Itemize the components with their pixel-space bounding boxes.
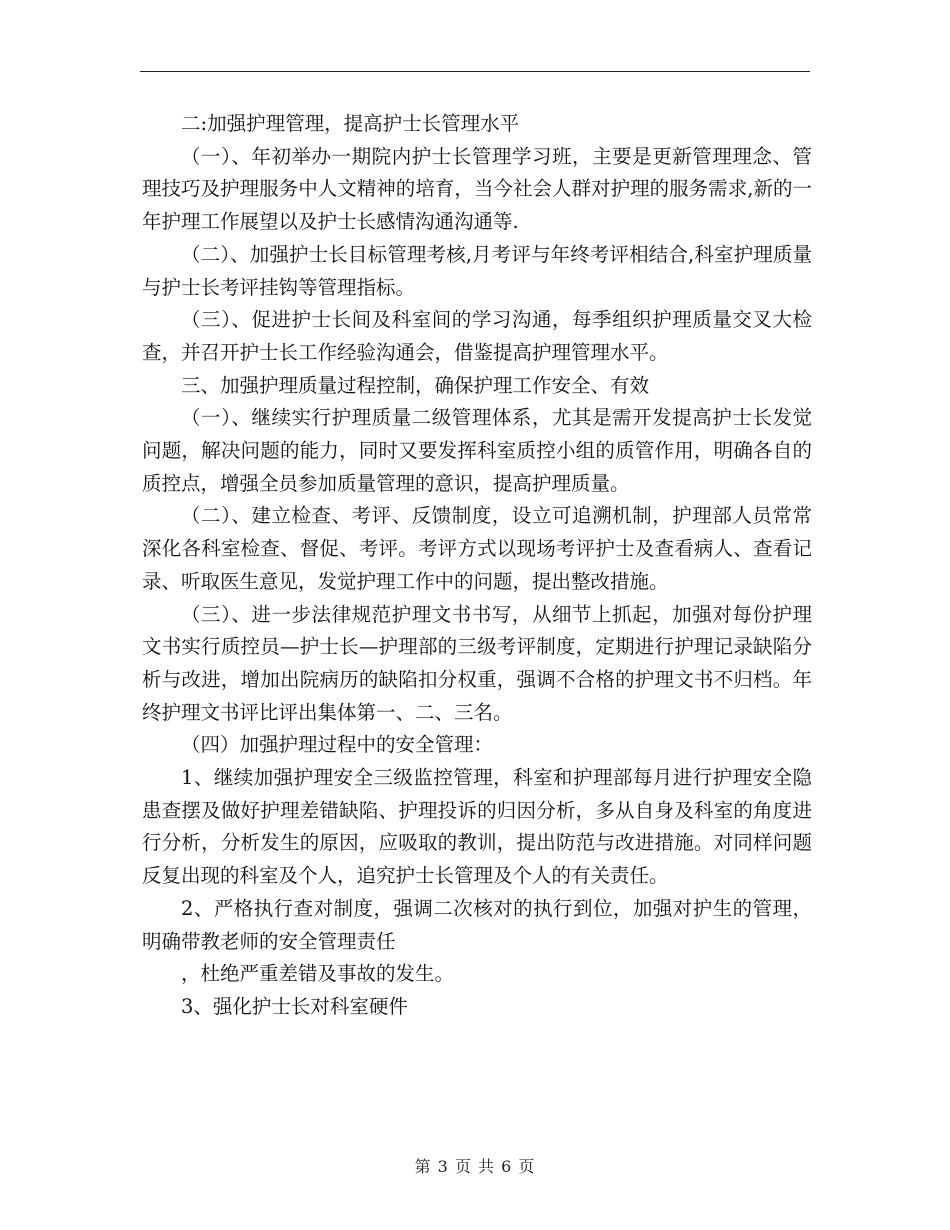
paragraph-3-3: （三）、进一步法律规范护理文书书写，从细节上抓起，加强对每份护理文书实行质控员—护士长—护理部的三级考评制度，定期进行护理记录缺陷分析与改进，增加出院病历的缺陷扣分权重，强调不合格的护理文书不归档。年终护理文书评比评出集体第一、二、三名。 (142, 602, 812, 724)
paragraph-3-1: （一）、继续实行护理质量二级管理体系，尤其是需开发提高护士长发觉问题，解决问题的能力，同时又要发挥科室质控小组的质管作用，明确各自的质控点，增强全员参加质量管理的意识，提高护理质量。 (142, 406, 812, 495)
list-item-1: 1、继续加强护理安全三级监控管理，科室和护理部每月进行护理安全隐患查摆及做好护理差错缺陷、护理投诉的归因分析，多从自身及科室的角度进行分析，分析发生的原因，应吸取的教训，提出防范与改进措施。对同样问题反复出现的科室及个人，追究护士长管理及个人的有关责任。 (142, 766, 812, 888)
page-number-footer: 第 3 页 共 6 页 (414, 1157, 536, 1176)
paragraph-2-2: （二）、加强护士长目标管理考核,月考评与年终考评相结合,科室护理质量与护士长考评挂钩等管理指标。 (142, 242, 812, 299)
paragraph-2-1: （一）、年初举办一期院内护士长管理学习班，主要是更新管理理念、管理技巧及护理服务中人文精神的培育，当今社会人群对护理的服务需求,新的一年护理工作展望以及护士长感情沟通沟通等. (142, 144, 812, 234)
list-item-2-continued: ，杜绝严重差错及事故的发生。 (181, 962, 455, 986)
list-item-3: 3、强化护士长对科室硬件 (181, 994, 408, 1018)
section-heading-two: 二:加强护理管理，提高护士长管理水平 (181, 112, 520, 135)
paragraph-2-3: （三）、促进护士长间及科室间的学习沟通，每季组织护理质量交叉大检查，并召开护士长工作经验沟通会，借鉴提高护理管理水平。 (142, 308, 812, 364)
section-heading-three: 三、加强护理质量过程控制，确保护理工作安全、有效 (181, 373, 650, 397)
subheading-3-4: （四）加强护理过程中的安全管理： (181, 733, 494, 757)
paragraph-3-2: （二）、建立检查、考评、反馈制度，设立可追溯机制，护理部人员常常深化各科室检查、督促、考评。考评方式以现场考评护士及查看病人、查看记录、听取医生意见，发觉护理工作中的问题，提出整改措施。 (142, 504, 812, 593)
document-body (142, 108, 812, 1024)
header-rule (140, 71, 810, 72)
list-item-2: 2、严格执行查对制度，强调二次核对的执行到位，加强对护生的管理，明确带教老师的安全管理责任 (142, 896, 812, 953)
